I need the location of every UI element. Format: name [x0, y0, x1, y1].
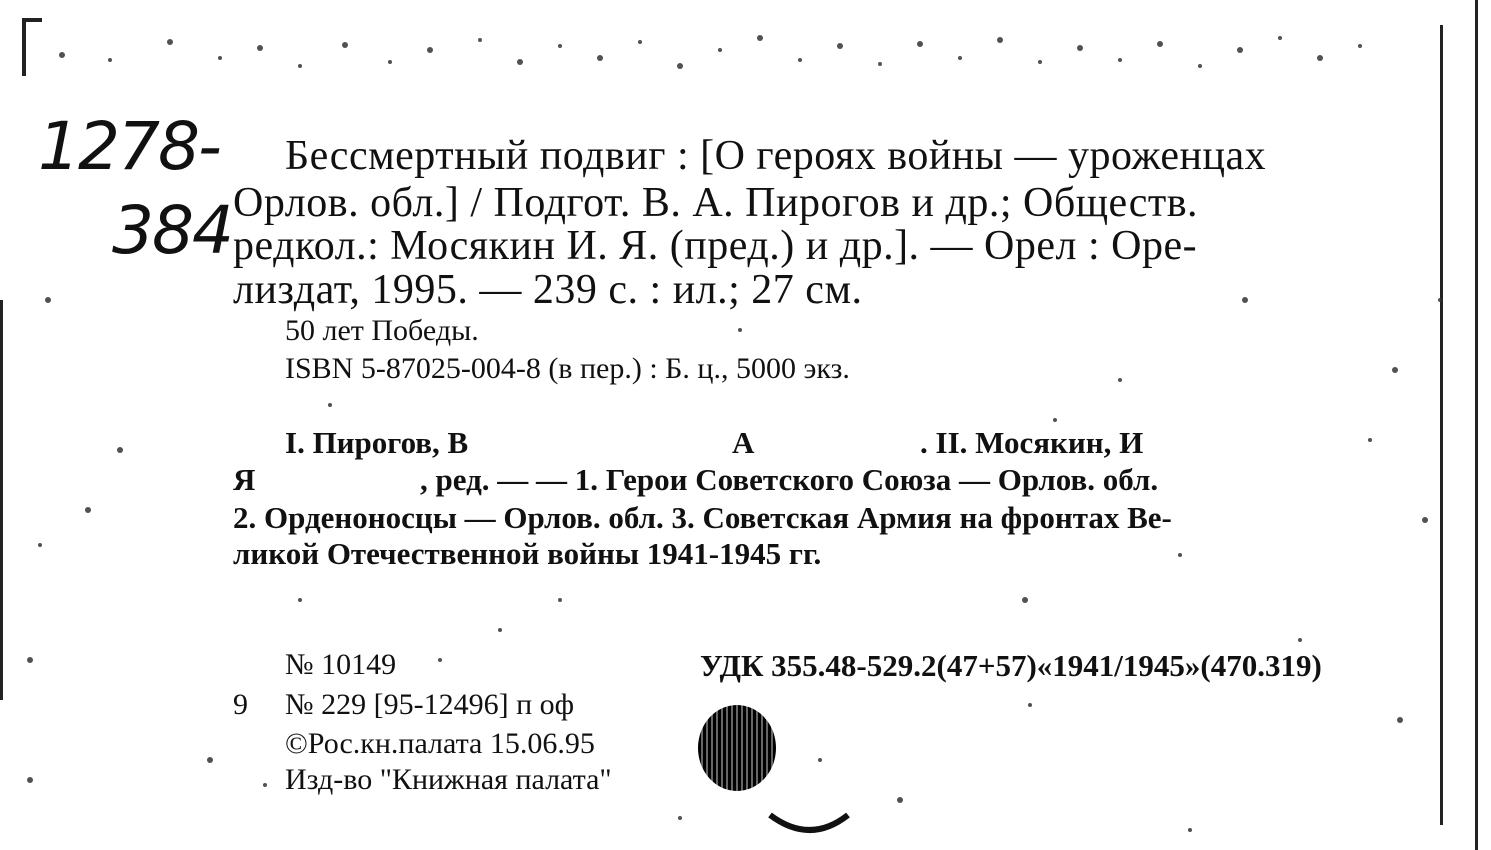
tracing-line-2b: , ред. — — 1. Герои Советского Союза — Орлов. обл. — [420, 462, 1159, 497]
entry-line-4: лиздат, 1995. — 239 с. : ил.; 27 см. — [233, 267, 863, 313]
publisher-line: Изд-во "Книжная палата" — [285, 763, 612, 796]
entry-line-2: Орлов. обл.] / Подгот. В. А. Пирогов и др.; Обществ. — [233, 180, 1199, 226]
entry-line-3: редкол.: Мосякин И. Я. (пред.) и др.]. — Орел : Оре- — [233, 223, 1198, 269]
tracing-line-3: 2. Орденоносцы — Орлов. обл. 3. Советская Армия на фронтах Ве- — [233, 500, 1172, 535]
copyright-line: ©Рос.кн.палата 15.06.95 — [285, 727, 595, 760]
stamp-mark-icon — [698, 705, 776, 791]
tracing-line-1a: I. Пирогов, В — [285, 425, 469, 460]
tracing-line-2a: Я — [233, 462, 256, 497]
prefix-digit: 9 — [233, 688, 248, 721]
udk-code: УДК 355.48-529.2(47+57)«1941/1945»(470.319) — [700, 648, 1322, 683]
card-number: № 10149 — [285, 648, 397, 681]
series-note: 50 лет Победы. — [285, 314, 479, 347]
tracing-line-1b: А — [732, 425, 755, 460]
tracing-line-4: ликой Отечественной войны 1941-1945 гг. — [233, 536, 822, 571]
entry-line-1: Бессмертный подвиг : [О героях войны — уроженцах — [285, 133, 1267, 179]
handwritten-call-number-2: 384 — [112, 192, 232, 269]
isbn-line: ISBN 5-87025-004-8 (в пер.) : Б. ц., 5000 экз. — [285, 352, 850, 385]
handwritten-call-number-1: 1278- — [38, 108, 220, 185]
tracing-line-1c: . II. Мосякин, И — [920, 425, 1144, 460]
order-number: № 229 [95-12496] п оф — [285, 688, 575, 721]
